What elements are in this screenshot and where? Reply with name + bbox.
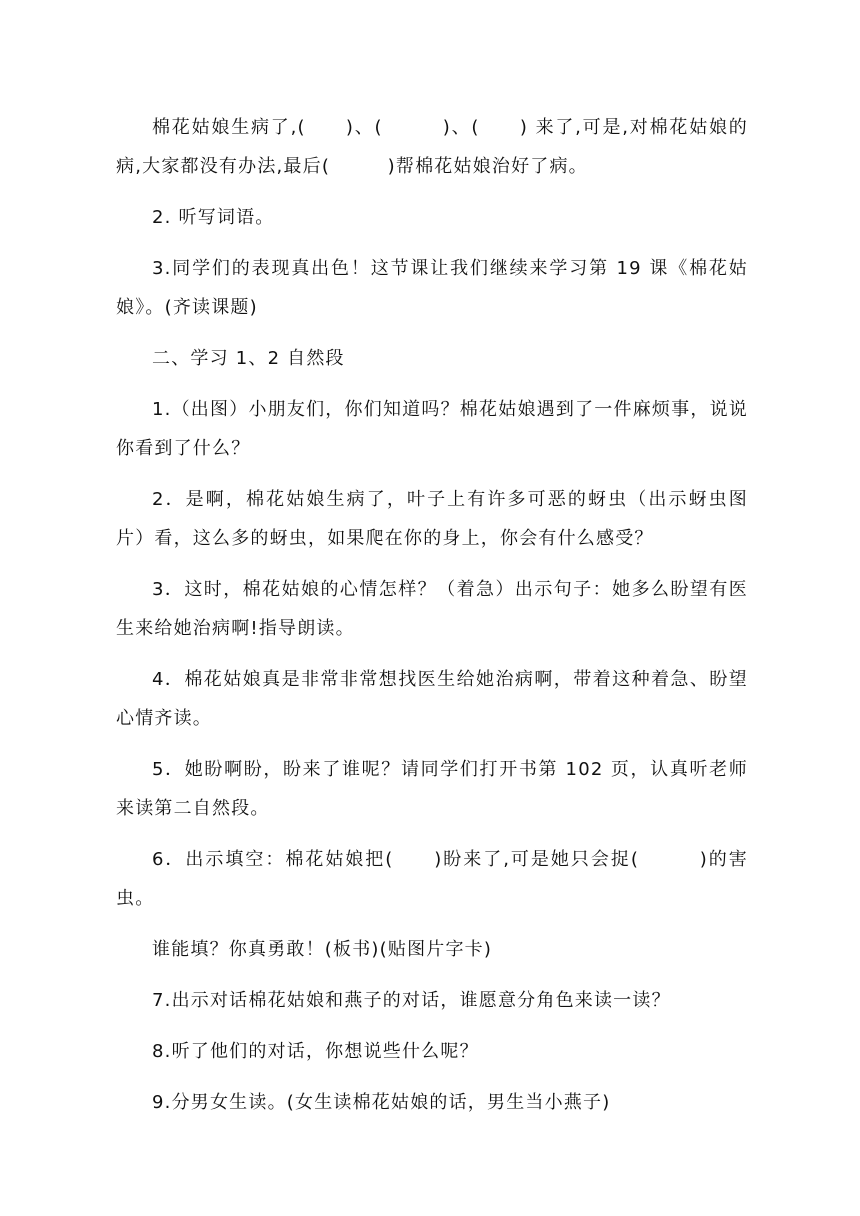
paragraph-step-2: 2．是啊，棉花姑娘生病了，叶子上有许多可恶的蚜虫（出示蚜虫图片）看，这么多的蚜虫，如果爬在你的身上，你会有什么感受？: [116, 489, 748, 549]
paragraph-step-8: 8.听了他们的对话，你想说些什么呢？: [152, 1041, 479, 1062]
document-body: [116, 108, 748, 1134]
paragraph-step-5: 5．她盼啊盼，盼来了谁呢？请同学们打开书第 102 页，认真听老师来读第二自然段。: [116, 759, 748, 819]
paragraph-step-1: 1.（出图）小朋友们，你们知道吗？棉花姑娘遇到了一件麻烦事，说说你看到了什么？: [116, 399, 748, 459]
paragraph-fill-blank-intro: 棉花姑娘生病了,( )、( )、( ) 来了,可是,对棉花姑娘的病,大家都没有办法,最后( )帮棉花姑娘治好了病。: [116, 117, 748, 177]
paragraph-step-6: 6．出示填空：棉花姑娘把( )盼来了,可是她只会捉( )的害虫。: [116, 849, 748, 909]
paragraph-step-7: 7.出示对话棉花姑娘和燕子的对话，谁愿意分角色来读一读？: [152, 990, 671, 1011]
paragraph-dictation: 2. 听写词语。: [152, 207, 275, 228]
paragraph-step-4: 4．棉花姑娘真是非常非常想找医生给她治病啊，带着这种着急、盼望心情齐读。: [116, 669, 748, 729]
section-heading: 二、学习 1、2 自然段: [152, 348, 345, 369]
paragraph-lesson-intro: 3.同学们的表现真出色！这节课让我们继续来学习第 19 课《棉花姑娘》。(齐读课题): [116, 258, 748, 318]
paragraph-who-can-fill: 谁能填？你真勇敢！(板书)(贴图片字卡): [152, 939, 493, 960]
paragraph-step-3: 3．这时，棉花姑娘的心情怎样？（着急）出示句子：她多么盼望有医生来给她治病啊!指导朗读。: [116, 579, 748, 639]
paragraph-step-9: 9.分男女生读。(女生读棉花姑娘的话，男生当小燕子): [152, 1092, 611, 1113]
